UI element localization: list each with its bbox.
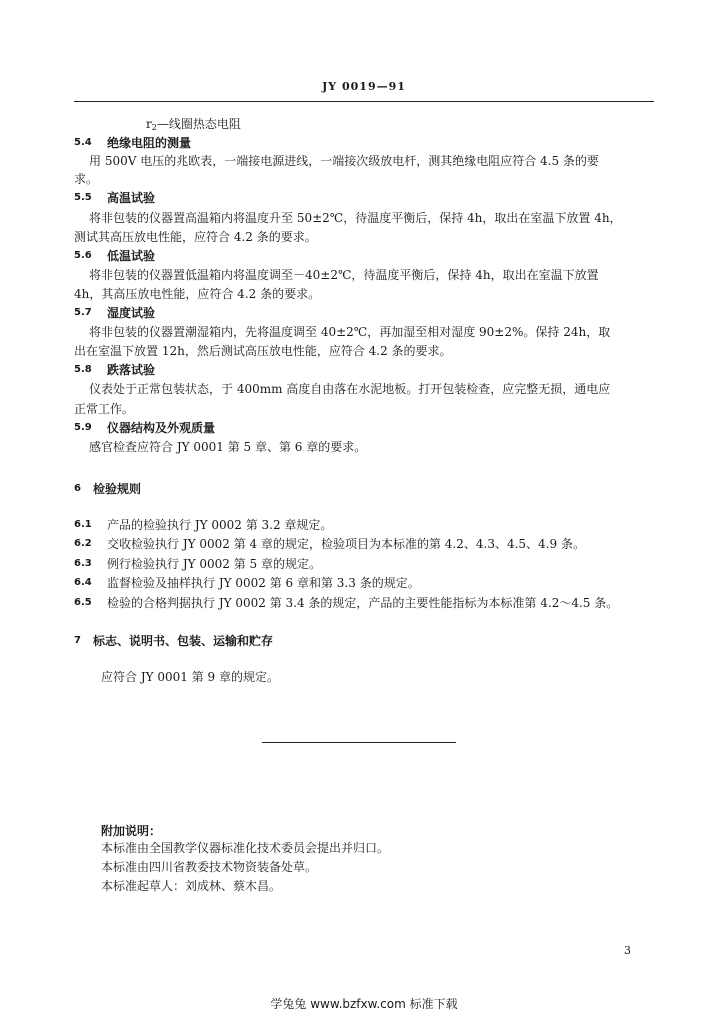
header-rule bbox=[74, 101, 654, 102]
clause-number-5-4: 5.4 bbox=[74, 137, 92, 148]
clause-number-6-3: 6.3 bbox=[74, 558, 92, 569]
clause-text-line: 求。 bbox=[74, 172, 99, 186]
clause-text-line: 测试其高压放电性能，应符合 4.2 条的要求。 bbox=[74, 230, 317, 244]
r-symbol: r bbox=[146, 117, 152, 131]
clause-number-5-7: 5.7 bbox=[74, 307, 92, 318]
clause-title-5-5: 高温试验 bbox=[107, 191, 156, 205]
clause-number-5-5: 5.5 bbox=[74, 192, 92, 203]
note-line: 本标准起草人：刘成林、蔡木昌。 bbox=[101, 879, 282, 893]
clause-text-line: 出在室温下放置 12h，然后测试高压放电性能，应符合 4.2 条的要求。 bbox=[74, 344, 452, 358]
clause-text-line: 将非包装的仪器置低温箱内将温度调至－40±2℃，待温度平衡后，保持 4h，取出在室温下放置 bbox=[89, 268, 599, 282]
clause-title-5-9: 仪器结构及外观质量 bbox=[107, 421, 216, 435]
chapter-number-7: 7 bbox=[74, 635, 81, 646]
note-line: 本标准由四川省教委技术物资装备处草。 bbox=[101, 860, 318, 874]
chapter-title-7: 标志、说明书、包装、运输和贮存 bbox=[93, 634, 274, 648]
additional-notes-title: 附加说明： bbox=[101, 824, 162, 838]
note-line: 本标准由全国教学仪器标准化技术委员会提出并归口。 bbox=[101, 841, 390, 855]
clause-number-6-1: 6.1 bbox=[74, 519, 92, 530]
r-subscript: 2 bbox=[151, 123, 157, 132]
page-number: 3 bbox=[624, 944, 631, 957]
chapter-number-6: 6 bbox=[74, 483, 81, 494]
clause-text-line: 仪表处于正常包装状态，于 400mm 高度自由落在水泥地板。打开包装检查，应完整无损，通电应 bbox=[89, 382, 611, 396]
clause-title-5-4: 绝缘电阻的测量 bbox=[107, 136, 192, 150]
clause-number-6-2: 6.2 bbox=[74, 538, 92, 549]
watermark-footer: 学兔兔 www.bzfxw.com 标准下载 bbox=[270, 997, 458, 1011]
clause-number-6-4: 6.4 bbox=[74, 577, 92, 588]
clause-text-line: 用 500V 电压的兆欧表，一端接电源进线，一端接次级放电杆，测其绝缘电阻应符合 4.5 条的要 bbox=[89, 154, 599, 168]
end-rule bbox=[262, 742, 456, 743]
clause-text-line: 感官检查应符合 JY 0001 第 5 章、第 6 章的要求。 bbox=[89, 440, 367, 454]
clause-title-5-7: 湿度试验 bbox=[107, 306, 156, 320]
clause-text-line: 将非包装的仪器置高温箱内将温度升至 50±2℃，待温度平衡后，保持 4h，取出在室温下放置 4h， bbox=[89, 211, 622, 225]
clause-number-5-6: 5.6 bbox=[74, 250, 92, 261]
clause-number-5-8: 5.8 bbox=[74, 364, 92, 375]
clause-text-6-5: 检验的合格判据执行 JY 0002 第 3.4 条的规定，产品的主要性能指标为本标准第 4.2～4.5 条。 bbox=[107, 596, 619, 610]
chapter-title-6: 检验规则 bbox=[93, 482, 142, 496]
clause-number-6-5: 6.5 bbox=[74, 597, 92, 608]
clause-text-line: 正常工作。 bbox=[74, 402, 135, 416]
clause-title-5-6: 低温试验 bbox=[107, 249, 156, 263]
r2-definition bbox=[146, 117, 241, 135]
clause-text-6-2: 交收检验执行 JY 0002 第 4 章的规定，检验项目为本标准的第 4.2、4.3、4.5、4.9 条。 bbox=[107, 537, 585, 551]
chapter-7-body: 应符合 JY 0001 第 9 章的规定。 bbox=[101, 670, 279, 684]
clause-text-line: 将非包装的仪器置潮湿箱内，先将温度调至 40±2℃，再加湿至相对湿度 90±2%。保持 24h，取 bbox=[89, 325, 611, 339]
r2-definition-text: —线圈热态电阻 bbox=[156, 117, 241, 131]
clause-text-line: 4h，其高压放电性能，应符合 4.2 条的要求。 bbox=[74, 287, 321, 301]
clause-text-6-3: 例行检验执行 JY 0002 第 5 章的规定。 bbox=[107, 557, 321, 571]
standard-code-header: JY 0019—91 bbox=[322, 80, 406, 93]
clause-text-6-4: 监督检验及抽样执行 JY 0002 第 6 章和第 3.3 条的规定。 bbox=[107, 576, 420, 590]
clause-number-5-9: 5.9 bbox=[74, 422, 92, 433]
clause-text-6-1: 产品的检验执行 JY 0002 第 3.2 章规定。 bbox=[107, 518, 333, 532]
clause-title-5-8: 跌落试验 bbox=[107, 363, 156, 377]
